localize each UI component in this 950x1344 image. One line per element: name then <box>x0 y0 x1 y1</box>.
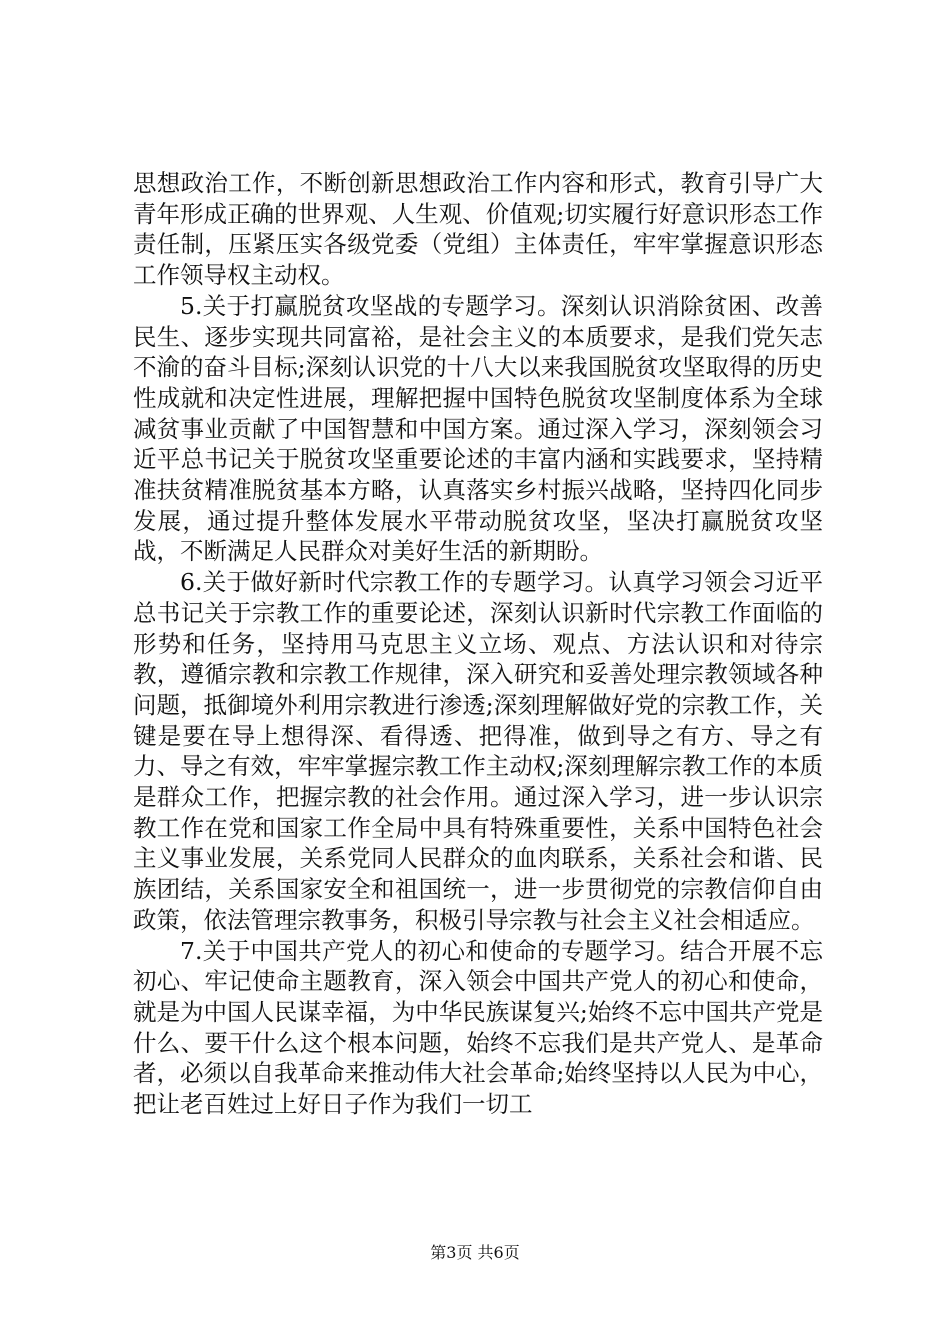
paragraph-continuation: 思想政治工作，不断创新思想政治工作内容和形式，教育引导广大青年形成正确的世界观、人生观、价值观;切实履行好意识形态工作责任制，压紧压实各级党委（党组）主体责任，牢牢掌握意识形态工作领导权主动权。 <box>133 169 823 290</box>
paragraph-item-7: 7.关于中国共产党人的初心和使命的专题学习。结合开展不忘初心、牢记使命主题教育，深入领会中国共产党人的初心和使命，就是为中国人民谋幸福，为中华民族谋复兴;始终不忘中国共产党是什么、要干什么这个根本问题，始终不忘我们是共产党人、是革命者，必须以自我革命来推动伟大社会革命;始终坚持以人民为中心，把让老百姓过上好日子作为我们一切工 <box>133 936 823 1119</box>
paragraph-item-5: 5.关于打赢脱贫攻坚战的专题学习。深刻认识消除贫困、改善民生、逐步实现共同富裕，是社会主义的本质要求，是我们党矢志不渝的奋斗目标;深刻认识党的十八大以来我国脱贫攻坚取得的历史性成就和决定性进展，理解把握中国特色脱贫攻坚制度体系为全球减贫事业贡献了中国智慧和中国方案。通过深入学习，深刻领会习近平总书记关于脱贫攻坚重要论述的丰富内涵和实践要求，坚持精准扶贫精准脱贫基本方略，认真落实乡村振兴战略，坚持四化同步发展，通过提升整体发展水平带动脱贫攻坚，坚决打赢脱贫攻坚战，不断满足人民群众对美好生活的新期盼。 <box>133 291 823 566</box>
document-body <box>133 168 823 1120</box>
paragraph-item-6: 6.关于做好新时代宗教工作的专题学习。认真学习领会习近平总书记关于宗教工作的重要论述，深刻认识新时代宗教工作面临的形势和任务，坚持用马克思主义立场、观点、方法认识和对待宗教，遵循宗教和宗教工作规律，深入研究和妥善处理宗教领域各种问题，抵御境外利用宗教进行渗透;深刻理解做好党的宗教工作，关键是要在导上想得深、看得透、把得准，做到导之有方、导之有力、导之有效，牢牢掌握宗教工作主动权;深刻理解宗教工作的本质是群众工作，把握宗教的社会作用。通过深入学习，进一步认识宗教工作在党和国家工作全局中具有特殊重要性，关系中国特色社会主义事业发展，关系党同人民群众的血肉联系，关系社会和谐、民族团结，关系国家安全和祖国统一，进一步贯彻党的宗教信仰自由政策，依法管理宗教事务，积极引导宗教与社会主义社会相适应。 <box>133 568 823 934</box>
page-number-footer: 第3页 共6页 <box>430 1243 520 1262</box>
